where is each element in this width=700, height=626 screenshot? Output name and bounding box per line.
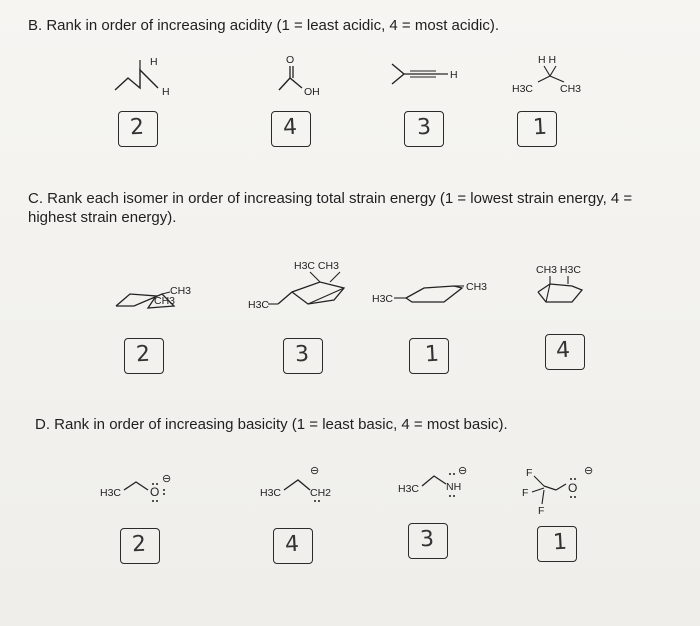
- svg-text:CH3: CH3: [466, 281, 488, 293]
- answer-box-c4[interactable]: [545, 334, 585, 370]
- molecule-d1: [100, 470, 190, 506]
- svg-text:CH3: CH3: [560, 83, 582, 95]
- question-b-text: B. Rank in order of increasing acidity (1 = least acidic, 4 = most acidic).: [28, 17, 500, 34]
- question-d-text: D. Rank in order of increasing basicity (1 = least basic, 4 = most basic).: [35, 416, 508, 433]
- svg-text:⊖: ⊖: [584, 465, 594, 477]
- svg-text:H H: H H: [538, 54, 557, 66]
- answer-box-b1[interactable]: [118, 111, 158, 147]
- svg-text:H3C: H3C: [100, 487, 122, 499]
- answer-d4: 1: [552, 529, 568, 556]
- question-c-text: C. Rank each isomer in order of increasing total strain energy (1 = lowest strain energy, 4 = highest strain energy).: [28, 190, 633, 226]
- answer-c2: 3: [294, 341, 310, 368]
- svg-text:O: O: [286, 54, 295, 66]
- answer-c1: 2: [135, 341, 151, 368]
- svg-text:⊖: ⊖: [162, 473, 172, 485]
- svg-text:CH3: CH3: [154, 295, 176, 307]
- answer-box-b3[interactable]: [404, 111, 444, 147]
- svg-text:H3C: H3C: [260, 487, 282, 499]
- answer-c4: 4: [555, 337, 571, 364]
- answer-b4: 1: [532, 114, 548, 141]
- molecule-d3: [398, 462, 498, 506]
- svg-text:H3C: H3C: [512, 83, 534, 95]
- svg-text:H: H: [150, 56, 158, 68]
- answer-box-c1[interactable]: [124, 338, 164, 374]
- answer-box-d4[interactable]: [537, 526, 577, 562]
- molecule-b3: [390, 60, 480, 90]
- svg-text:CH3 H3C: CH3 H3C: [536, 264, 581, 276]
- answer-d3: 3: [419, 526, 435, 553]
- answer-d1: 2: [131, 531, 147, 558]
- svg-text:H: H: [162, 86, 170, 98]
- molecule-d4: [522, 462, 612, 518]
- answer-d2: 4: [284, 531, 300, 558]
- svg-text:CH3: CH3: [170, 285, 192, 297]
- answer-b1: 2: [129, 114, 145, 141]
- svg-text:F: F: [522, 487, 529, 499]
- answer-box-c3[interactable]: [409, 338, 449, 374]
- molecule-c2: [248, 258, 358, 316]
- svg-text:F: F: [538, 505, 545, 517]
- svg-text:O: O: [568, 481, 578, 495]
- svg-text:H: H: [450, 69, 458, 81]
- molecule-d2: [260, 462, 360, 506]
- molecule-b2: [274, 52, 344, 97]
- answer-box-d2[interactable]: [273, 528, 313, 564]
- molecule-b4: [508, 52, 608, 97]
- answer-c3: 1: [424, 341, 440, 368]
- svg-text:F: F: [526, 467, 533, 479]
- svg-text:⊖: ⊖: [310, 465, 320, 477]
- svg-text:H3C: H3C: [248, 299, 270, 311]
- molecule-c3: [372, 280, 502, 312]
- svg-text:CH2: CH2: [310, 487, 332, 499]
- svg-text:⊖: ⊖: [458, 465, 468, 477]
- answer-box-b2[interactable]: [271, 111, 311, 147]
- svg-text:H3C CH3: H3C CH3: [294, 260, 339, 272]
- answer-box-c2[interactable]: [283, 338, 323, 374]
- answer-b3: 3: [416, 114, 432, 141]
- answer-box-d3[interactable]: [408, 523, 448, 559]
- answer-box-d1[interactable]: [120, 528, 160, 564]
- svg-text:H3C: H3C: [398, 483, 420, 495]
- molecule-c4: [532, 262, 622, 312]
- answer-b2: 4: [282, 114, 298, 141]
- svg-text:H3C: H3C: [372, 293, 394, 305]
- molecule-c1: [112, 284, 212, 320]
- answer-box-b4[interactable]: [517, 111, 557, 147]
- svg-text:NH: NH: [446, 481, 462, 493]
- molecule-b1: [110, 52, 190, 97]
- svg-text:O: O: [150, 485, 160, 499]
- svg-text:OH: OH: [304, 86, 320, 98]
